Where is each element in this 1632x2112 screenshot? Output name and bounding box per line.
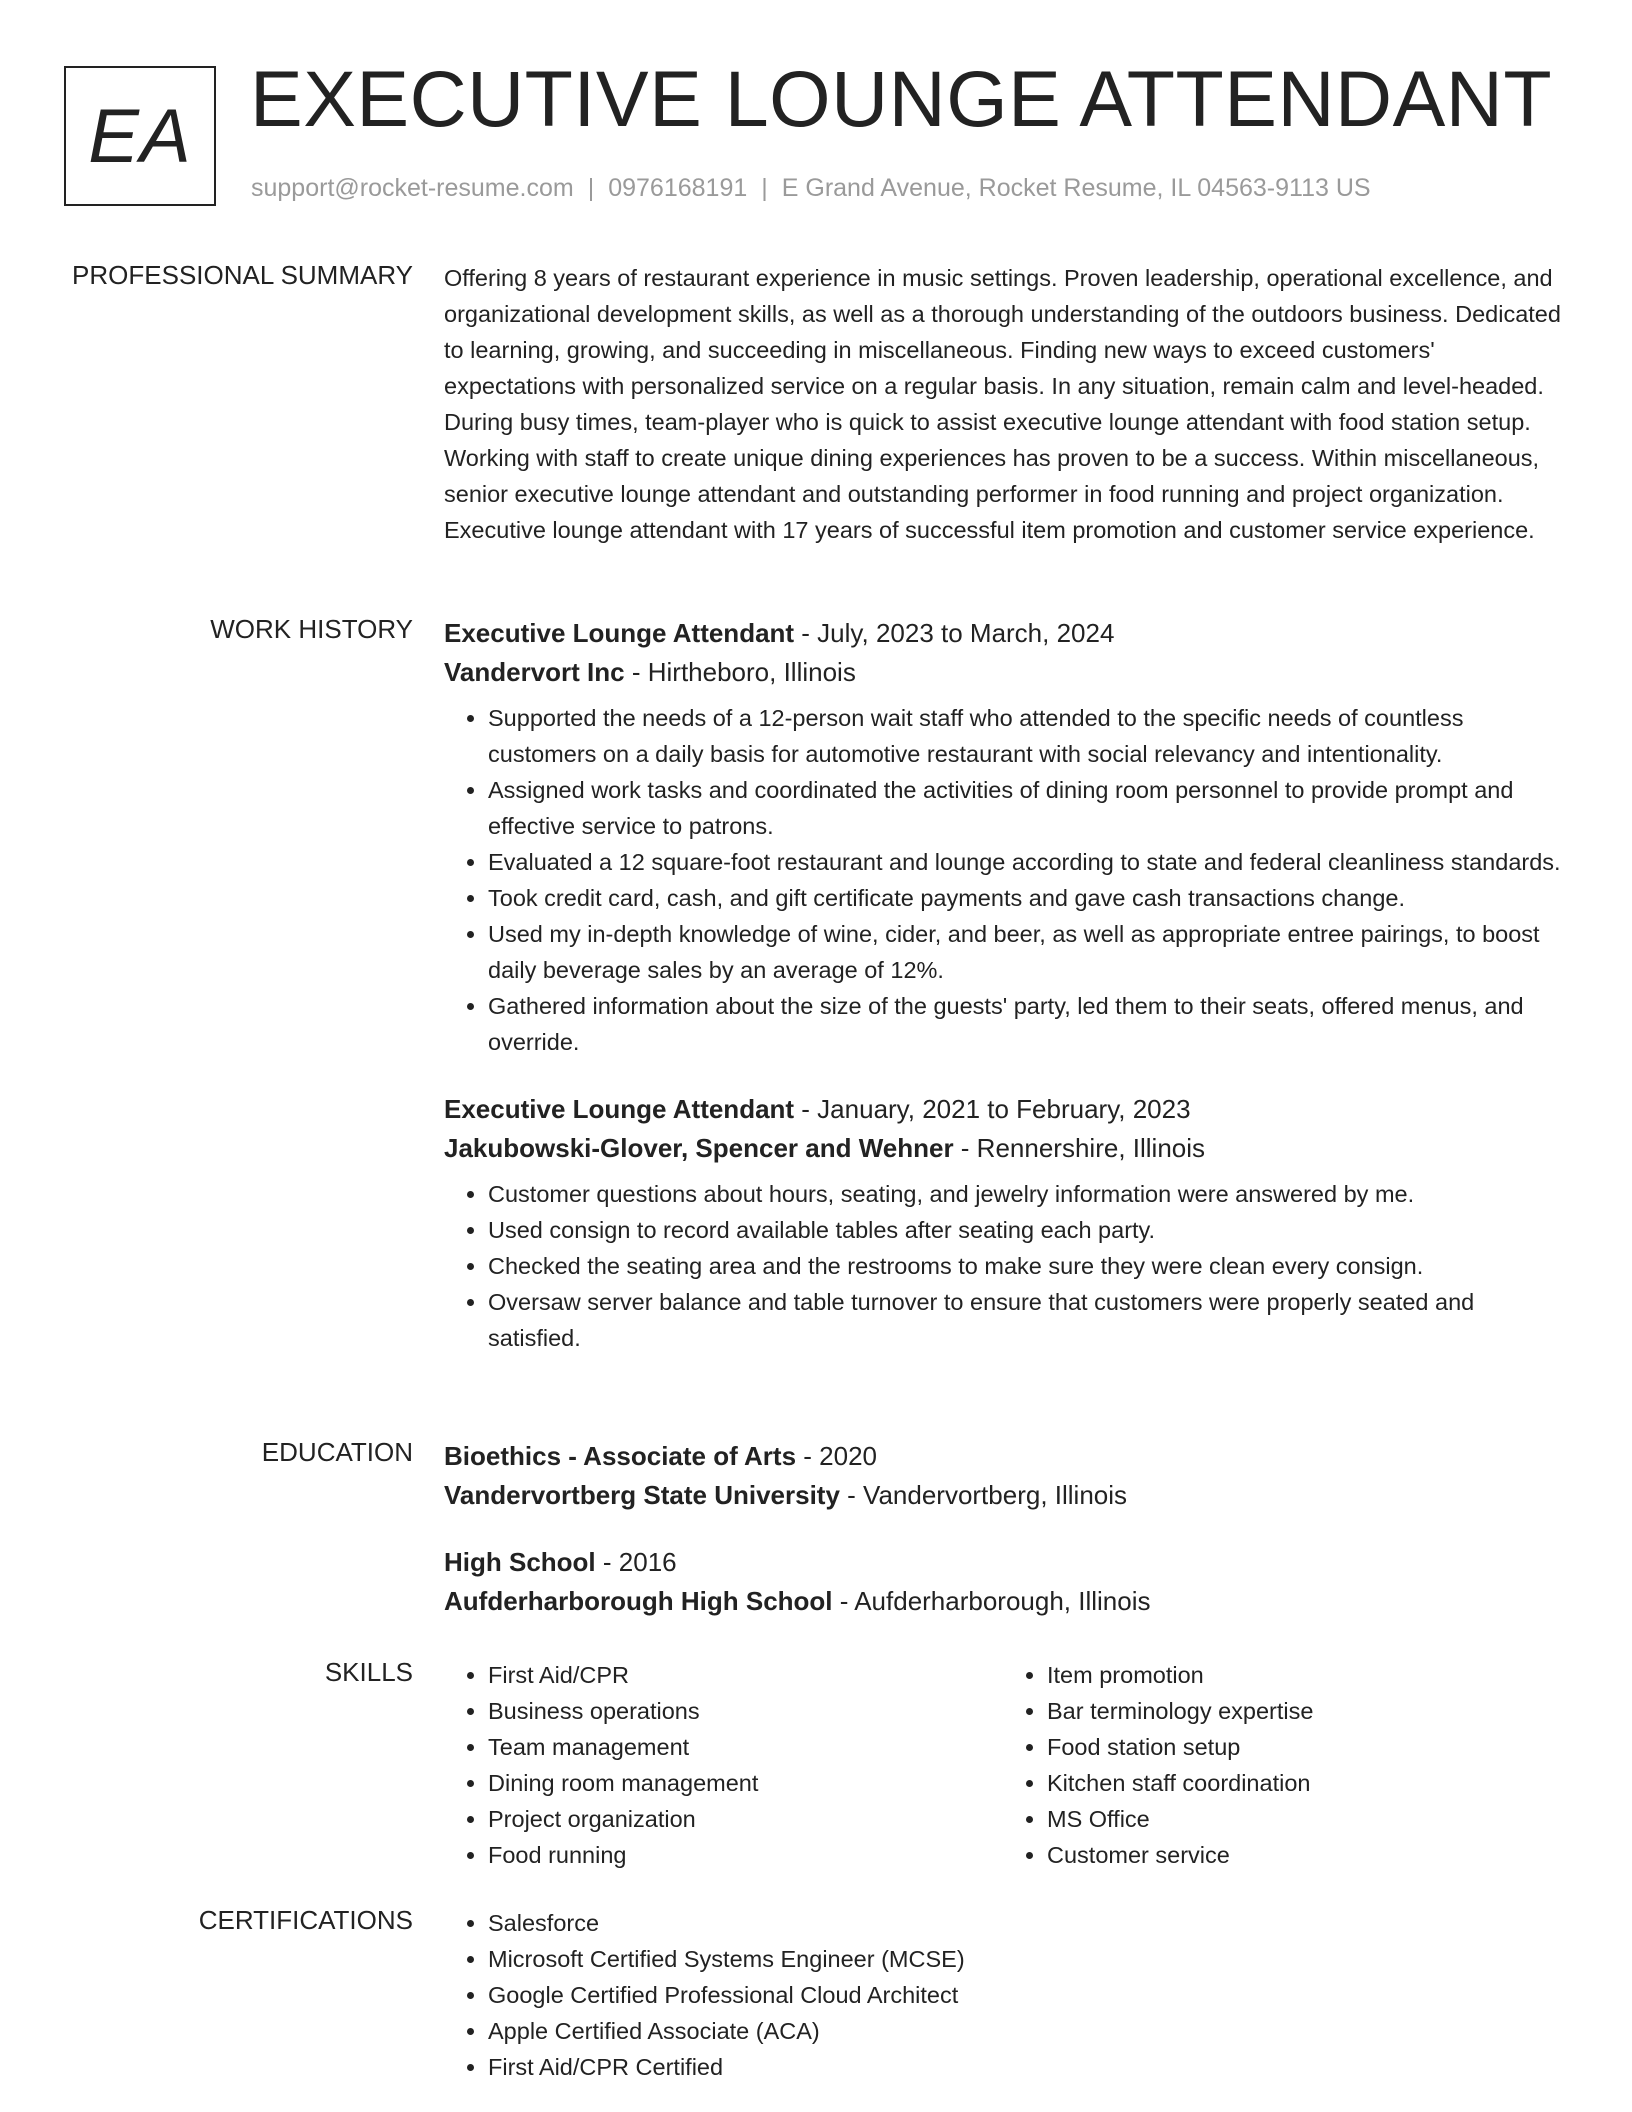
- skills-list-right: [1003, 1657, 1562, 1873]
- job-company-line: [444, 1129, 1562, 1168]
- list-item: • Team management: [488, 1729, 1003, 1765]
- school-line: [444, 1476, 1562, 1515]
- list-item: • Supported the needs of a 12-person wait staff who attended to the specific needs of countless customers on a daily basis for automotive restaurant with social relevancy and intentionality.: [488, 700, 1562, 772]
- job-entry: [444, 614, 1562, 1060]
- list-item: • Google Certified Professional Cloud Architect: [488, 1977, 1562, 2013]
- school-location: - Aufderharborough, Illinois: [832, 1586, 1151, 1616]
- list-item: • Customer service: [1047, 1837, 1562, 1873]
- list-item: • Bar terminology expertise: [1047, 1693, 1562, 1729]
- contact-line: [251, 174, 1371, 203]
- degree: High School: [444, 1547, 596, 1577]
- list-item: • Gathered information about the size of the guests' party, led them to their seats, offered menus, and override.: [488, 988, 1562, 1060]
- job-duties-list: [444, 1176, 1562, 1356]
- list-item: • Checked the seating area and the restrooms to make sure they were clean every consign.: [488, 1248, 1562, 1284]
- work-history-heading: WORK HISTORY: [210, 614, 413, 644]
- page-title: EXECUTIVE LOUNGE ATTENDANT: [250, 54, 1553, 143]
- degree: Bioethics - Associate of Arts: [444, 1441, 797, 1471]
- summary-text: Offering 8 years of restaurant experience in music settings. Proven leadership, operational excellence, and organizational development skills, as well as a thorough understanding of the outdoors business. Dedicated to learning, growing, and succeeding in miscellaneous. Finding new ways to exceed customers' expectations with personalized service on a regular basis. In any situation, remain calm and level-headed. During busy times, team-player who is quick to assist executive lounge attendant with food station setup. Working with staff to create unique dining experiences has proven to be a success. Within miscellaneous, senior executive lounge attendant and outstanding performer in food running and project organization. Executive lounge attendant with 17 years of successful item promotion and customer service experience.: [444, 265, 1561, 543]
- list-item: • Food running: [488, 1837, 1003, 1873]
- job-title: Executive Lounge Attendant: [444, 618, 795, 648]
- list-item: • Assigned work tasks and coordinated the activities of dining room personnel to provide prompt and effective service to patrons.: [488, 772, 1562, 844]
- list-item: • Used my in-depth knowledge of wine, cider, and beer, as well as appropriate entree pairings, to boost daily beverage sales by an average of 12%.: [488, 916, 1562, 988]
- education-heading: EDUCATION: [261, 1437, 413, 1467]
- school: Vandervortberg State University: [444, 1480, 840, 1510]
- job-title: Executive Lounge Attendant: [444, 1094, 795, 1124]
- degree-year: - 2016: [595, 1547, 677, 1577]
- list-item: • Took credit card, cash, and gift certificate payments and gave cash transactions change.: [488, 880, 1562, 916]
- list-item: • First Aid/CPR: [488, 1657, 1003, 1693]
- list-item: • Oversaw server balance and table turnover to ensure that customers were properly seated and satisfied.: [488, 1284, 1562, 1356]
- education-entry: [444, 1437, 1562, 1515]
- school: Aufderharborough High School: [444, 1586, 833, 1616]
- list-item: • Business operations: [488, 1693, 1003, 1729]
- list-item: • Customer questions about hours, seating, and jewelry information were answered by me.: [488, 1176, 1562, 1212]
- list-item: • Apple Certified Associate (ACA): [488, 2013, 1562, 2049]
- certifications-list: [444, 1905, 1562, 2085]
- skills-columns: [444, 1657, 1562, 1873]
- school-location: - Vandervortberg, Illinois: [839, 1480, 1128, 1510]
- job-location: - Rennershire, Illinois: [953, 1133, 1206, 1163]
- job-company-line: [444, 653, 1562, 692]
- skills-heading: SKILLS: [324, 1657, 413, 1687]
- job-company: Vandervort Inc: [444, 657, 625, 687]
- list-item: • Salesforce: [488, 1905, 1562, 1941]
- job-dates: - July, 2023 to March, 2024: [794, 618, 1115, 648]
- contact-phone: 0976168191: [608, 174, 748, 202]
- school-line: [444, 1582, 1562, 1621]
- list-item: • Food station setup: [1047, 1729, 1562, 1765]
- list-item: • Project organization: [488, 1801, 1003, 1837]
- degree-year: - 2020: [796, 1441, 877, 1471]
- certifications-heading: CERTIFICATIONS: [198, 1905, 413, 1935]
- list-item: • Microsoft Certified Systems Engineer (MCSE): [488, 1941, 1562, 1977]
- education-entry: [444, 1543, 1562, 1621]
- job-duties-list: [444, 700, 1562, 1060]
- contact-separator: |: [761, 174, 768, 202]
- degree-line: [444, 1437, 1562, 1476]
- monogram-logo: EA: [64, 66, 216, 206]
- degree-line: [444, 1543, 1562, 1582]
- list-item: • Item promotion: [1047, 1657, 1562, 1693]
- skills-list-left: [444, 1657, 1003, 1873]
- job-title-line: [444, 614, 1562, 653]
- list-item: • MS Office: [1047, 1801, 1562, 1837]
- contact-email: support@rocket-resume.com: [251, 174, 574, 202]
- job-dates: - January, 2021 to February, 2023: [794, 1094, 1191, 1124]
- list-item: • Kitchen staff coordination: [1047, 1765, 1562, 1801]
- list-item: • Evaluated a 12 square-foot restaurant and lounge according to state and federal cleanliness standards.: [488, 844, 1562, 880]
- list-item: • Used consign to record available tables after seating each party.: [488, 1212, 1562, 1248]
- contact-address: E Grand Avenue, Rocket Resume, IL 04563-9113 US: [781, 174, 1371, 202]
- contact-separator: |: [587, 174, 595, 202]
- list-item: • First Aid/CPR Certified: [488, 2049, 1562, 2085]
- job-entry: [444, 1090, 1562, 1356]
- list-item: • Dining room management: [488, 1765, 1003, 1801]
- job-company: Jakubowski-Glover, Spencer and Wehner: [444, 1133, 954, 1163]
- job-location: - Hirtheboro, Illinois: [624, 657, 856, 687]
- job-title-line: [444, 1090, 1562, 1129]
- summary-heading: PROFESSIONAL SUMMARY: [72, 260, 413, 290]
